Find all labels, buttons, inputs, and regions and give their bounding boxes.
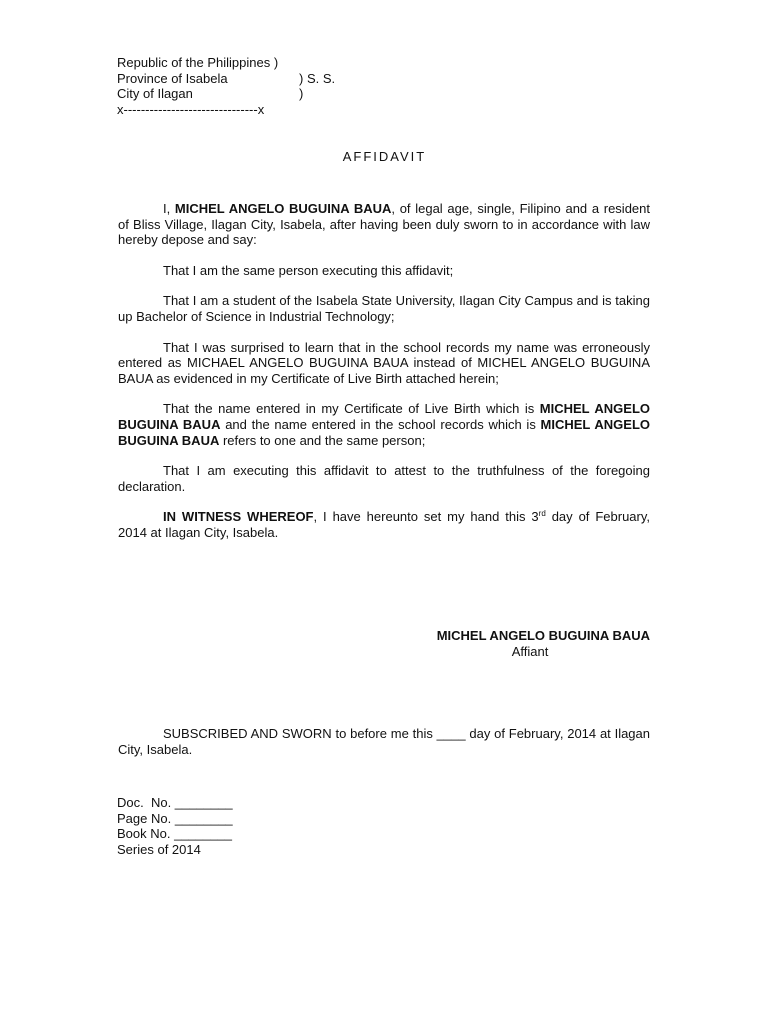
- document-title: [0, 149, 768, 165]
- truth-paragraph: That I am executing this affidavit to attest to the truthfulness of the foregoing declaration.: [118, 463, 650, 494]
- venue-province-line: [117, 71, 377, 87]
- jurat-paragraph: SUBSCRIBED AND SWORN to before me this ____ day of February, 2014 at Ilagan City, Isabela.: [118, 726, 650, 757]
- student-paragraph: That I am a student of the Isabela State University, Ilagan City Campus and is taking up Bachelor of Science in Industrial Technology;: [118, 293, 650, 324]
- page-number: Page No. ________: [117, 810, 233, 826]
- doc-number: Doc. No. ________: [117, 795, 233, 810]
- name-part3: refers to one and the same person;: [219, 432, 426, 448]
- name-part1: That the name entered in my Certificate of Live Birth which is: [163, 401, 540, 417]
- affiant-role: Affiant: [511, 643, 549, 659]
- name-paragraph: [118, 401, 650, 448]
- surprised-paragraph: That I was surprised to learn that in the school records my name was erroneously entered as MICHAEL ANGELO BUGUINA BAUA instead of MICHEL ANGELO BUGUINA BAUA as evidenced in my Certificate of Live Birth attached herein;: [118, 339, 650, 386]
- affidavit-body: [118, 201, 650, 556]
- venue-republic-line: [117, 55, 377, 71]
- name-part2: and the name entered in the school records which is: [220, 416, 541, 432]
- venue-city-paren: ): [299, 86, 304, 102]
- notarial-register: [117, 795, 317, 857]
- series-year: Series of 2014: [117, 841, 201, 857]
- venue-city: City of Ilagan: [117, 86, 193, 102]
- venue-province: Province of Isabela: [117, 70, 228, 86]
- witness-lead: IN WITNESS WHEREOF: [163, 509, 314, 525]
- venue-city-line: [117, 86, 377, 102]
- venue-separator: x-------------------------------x: [117, 101, 265, 117]
- venue-republic: Republic of the Philippines ): [117, 55, 279, 70]
- intro-rest: , of legal age, single, Filipino and a resident of Bliss Village, Ilagan City, Isabela, after having been duly sworn to in accordance with law hereby depose and say:: [118, 201, 650, 248]
- witness-part2: day of February, 2014 at Ilagan City, Isabela.: [118, 509, 651, 540]
- book-number: Book No. ________: [117, 826, 232, 842]
- name-school-records: MICHEL ANGELO BUGUINA BAUA: [118, 416, 650, 448]
- venue-block: [117, 55, 377, 117]
- witness-paragraph: [118, 509, 650, 540]
- same-person-paragraph: That I am the same person executing this affidavit;: [163, 262, 454, 278]
- document-title-text: AFFIDAVIT: [342, 149, 427, 164]
- venue-separator-line: [117, 102, 377, 118]
- affiant-signature-block: [380, 628, 650, 659]
- name-birth-certificate: MICHEL ANGELO BUGUINA BAUA: [118, 401, 650, 432]
- witness-ordinal: rd: [538, 509, 546, 519]
- witness-part1: , I have hereunto set my hand this 3: [313, 509, 539, 525]
- intro-prefix: I,: [163, 201, 175, 216]
- intro-paragraph: [118, 201, 650, 248]
- venue-ss: ) S. S.: [299, 70, 336, 86]
- affiant-name: MICHEL ANGELO BUGUINA BAUA: [436, 628, 650, 643]
- intro-affiant-name: MICHEL ANGELO BUGUINA BAUA: [174, 201, 392, 216]
